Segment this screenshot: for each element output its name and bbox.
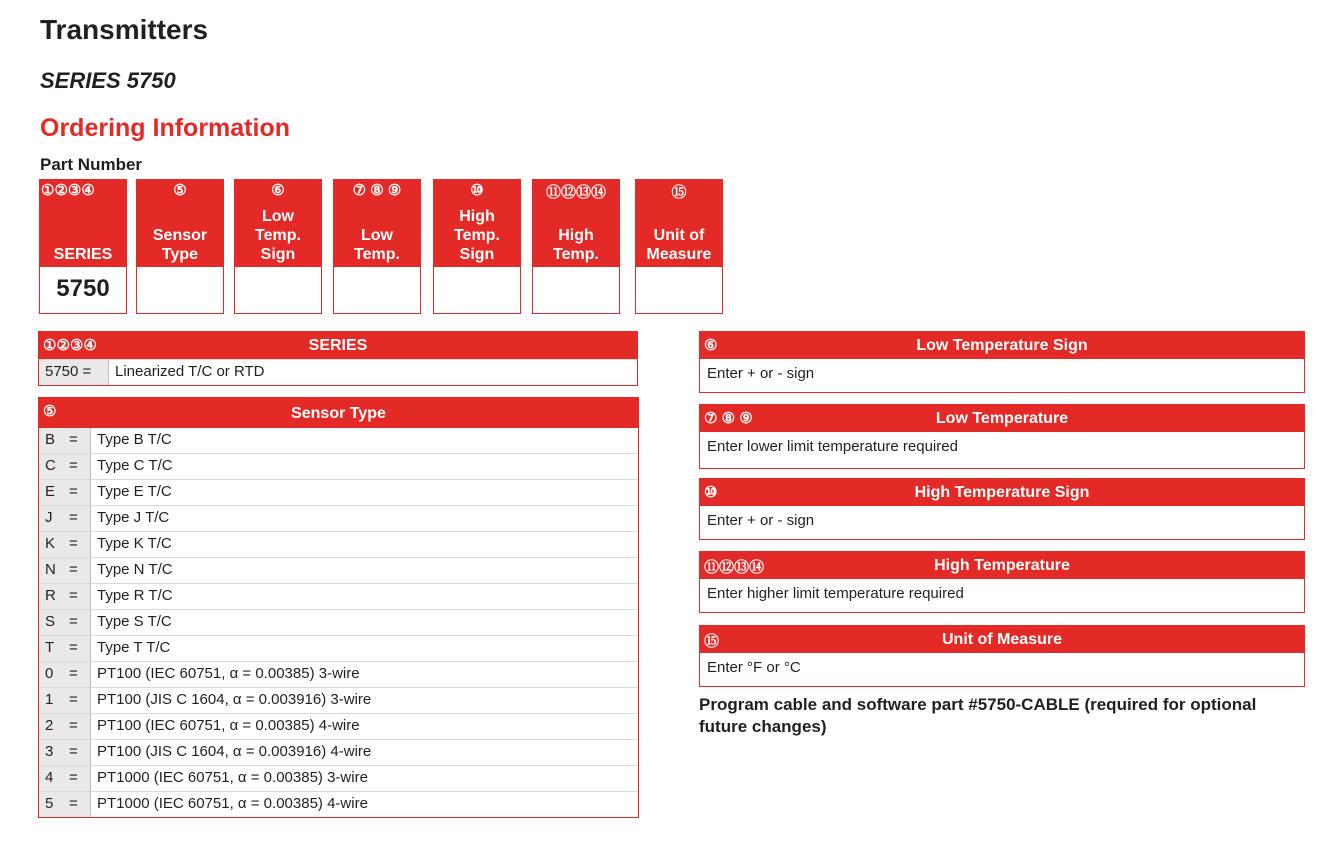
option-code: B [39,428,91,453]
part-number-label: Part Number [40,155,143,174]
position-numbers: ⑩ [704,484,718,501]
table-header [700,626,1304,653]
option-code: 4 [39,766,91,791]
position-numbers: ⑥ [271,182,285,199]
option-code: 1 [39,688,91,713]
table-row [39,479,638,505]
option-code: K [39,532,91,557]
sensor-rows [39,428,638,817]
table-row [39,661,638,687]
option-code: 5 [39,792,91,817]
table-row [39,453,638,479]
position-numbers: ⑮ [704,633,720,650]
part-block-label: Unit of Measure [646,227,712,263]
part-block-value [136,267,224,314]
option-description: Type N T/C [97,561,173,578]
part-block-label: High Temp. Sign [454,208,500,263]
equals-sign: = [69,483,78,500]
low-temp-table [699,404,1305,469]
table-header [700,332,1304,359]
table-text: Enter °F or °C [707,659,801,676]
option-code: 5750 = [39,360,109,385]
part-block-value [532,267,620,314]
option-description: Linearized T/C or RTD [115,363,265,380]
table-text: Enter higher limit temperature required [707,585,964,602]
equals-sign: = [69,587,78,604]
low-temp-sign-table [699,331,1305,393]
option-description: Type S T/C [97,613,172,630]
option-description: Type R T/C [97,587,173,604]
series-subtitle: SERIES 5750 [40,68,176,93]
table-text: Enter lower limit temperature required [707,438,958,455]
option-code: C [39,454,91,479]
table-row [39,635,638,661]
equals-sign: = [69,639,78,656]
option-code: J [39,506,91,531]
part-block-low-temp [333,179,421,314]
option-description: PT100 (JIS C 1604, α = 0.003916) 4-wire [97,743,372,760]
option-description: Type E T/C [97,483,172,500]
table-row [39,713,638,739]
part-block-low-temp-sign [234,179,322,314]
table-text: Enter + or - sign [707,512,815,529]
equals-sign: = [69,431,78,448]
option-description: Type K T/C [97,535,172,552]
option-description: PT100 (IEC 60751, α = 0.00385) 4-wire [97,717,360,734]
option-code: 0 [39,662,91,687]
option-description: Type T T/C [97,639,171,656]
position-numbers: ⑤ [43,403,57,420]
table-row [39,505,638,531]
table-row [39,359,637,385]
sensor-type-table [38,397,639,818]
table-title: Low Temperature [935,410,1069,427]
equals-sign: = [69,717,78,734]
part-block-value [433,267,521,314]
table-row [39,609,638,635]
position-numbers: ⑦ ⑧ ⑨ [704,410,753,427]
part-block-series [39,179,127,314]
part-block-label: Sensor Type [152,227,208,263]
equals-sign: = [69,743,78,760]
table-row [39,791,638,817]
unit-of-measure-table [699,625,1305,687]
part-block-label: Low Temp. Sign [255,208,301,263]
option-code: 2 [39,714,91,739]
part-block-high-temp [532,179,620,314]
table-row [39,428,638,453]
table-header [700,405,1304,432]
option-description: PT1000 (IEC 60751, α = 0.00385) 4-wire [97,795,368,812]
table-row [39,557,638,583]
table-header [700,479,1304,506]
part-block-value: 5750 [39,267,127,314]
option-code: N [39,558,91,583]
part-block-label: Low Temp. [354,227,400,263]
table-title: High Temperature [934,557,1070,574]
position-numbers: ⑦ ⑧ ⑨ [352,182,402,199]
option-code: T [39,636,91,661]
position-numbers: ⑩ [470,182,484,199]
part-block-label: SERIES [53,246,113,263]
position-numbers: ⑪⑫⑬⑭ [545,184,606,201]
position-numbers: ⑤ [173,182,187,199]
part-block-high-temp-sign [433,179,521,314]
equals-sign: = [69,457,78,474]
table-header [39,398,638,428]
equals-sign: = [69,509,78,526]
table-header [39,332,637,359]
table-row [39,531,638,557]
option-description: Type J T/C [97,509,170,526]
option-description: PT100 (JIS C 1604, α = 0.003916) 3-wire [97,691,372,708]
section-heading: Ordering Information [40,114,290,142]
equals-sign: = [69,795,78,812]
position-numbers: ⑮ [671,184,687,201]
table-row [39,583,638,609]
part-block-value [333,267,421,314]
part-block-value [234,267,322,314]
table-text: Enter + or - sign [707,365,815,382]
equals-sign: = [69,535,78,552]
table-title: Sensor Type [291,405,386,422]
table-title: Low Temperature Sign [916,337,1088,354]
option-description: Type C T/C [97,457,173,474]
position-numbers: ⑪⑫⑬⑭ [704,559,765,576]
option-code: 3 [39,740,91,765]
option-description: PT100 (IEC 60751, α = 0.00385) 3-wire [97,665,360,682]
series-table [38,331,638,386]
table-row [39,765,638,791]
option-code: R [39,584,91,609]
table-row [39,687,638,713]
option-description: Type B T/C [97,431,172,448]
option-code: S [39,610,91,635]
part-block-label: High Temp. [553,227,599,263]
cable-note: Program cable and software part #5750-CABLE (required for optional future changes) [699,695,1257,736]
equals-sign: = [69,561,78,578]
position-numbers: ①②③④ [43,337,97,354]
equals-sign: = [69,613,78,630]
option-description: PT1000 (IEC 60751, α = 0.00385) 3-wire [97,769,368,786]
position-numbers: ①②③④ [41,182,95,199]
high-temp-table [699,551,1305,613]
option-code: E [39,480,91,505]
page-title: Transmitters [40,14,209,45]
equals-sign: = [69,665,78,682]
equals-sign: = [69,691,78,708]
part-block-sensor-type [136,179,224,314]
table-header [700,552,1304,579]
position-numbers: ⑥ [704,337,718,354]
table-row [39,739,638,765]
high-temp-sign-table [699,478,1305,540]
part-block-unit-of-measure [635,179,723,314]
table-title: SERIES [308,337,368,354]
table-title: Unit of Measure [941,631,1062,648]
equals-sign: = [69,769,78,786]
table-title: High Temperature Sign [914,484,1090,501]
part-block-value [635,267,723,314]
